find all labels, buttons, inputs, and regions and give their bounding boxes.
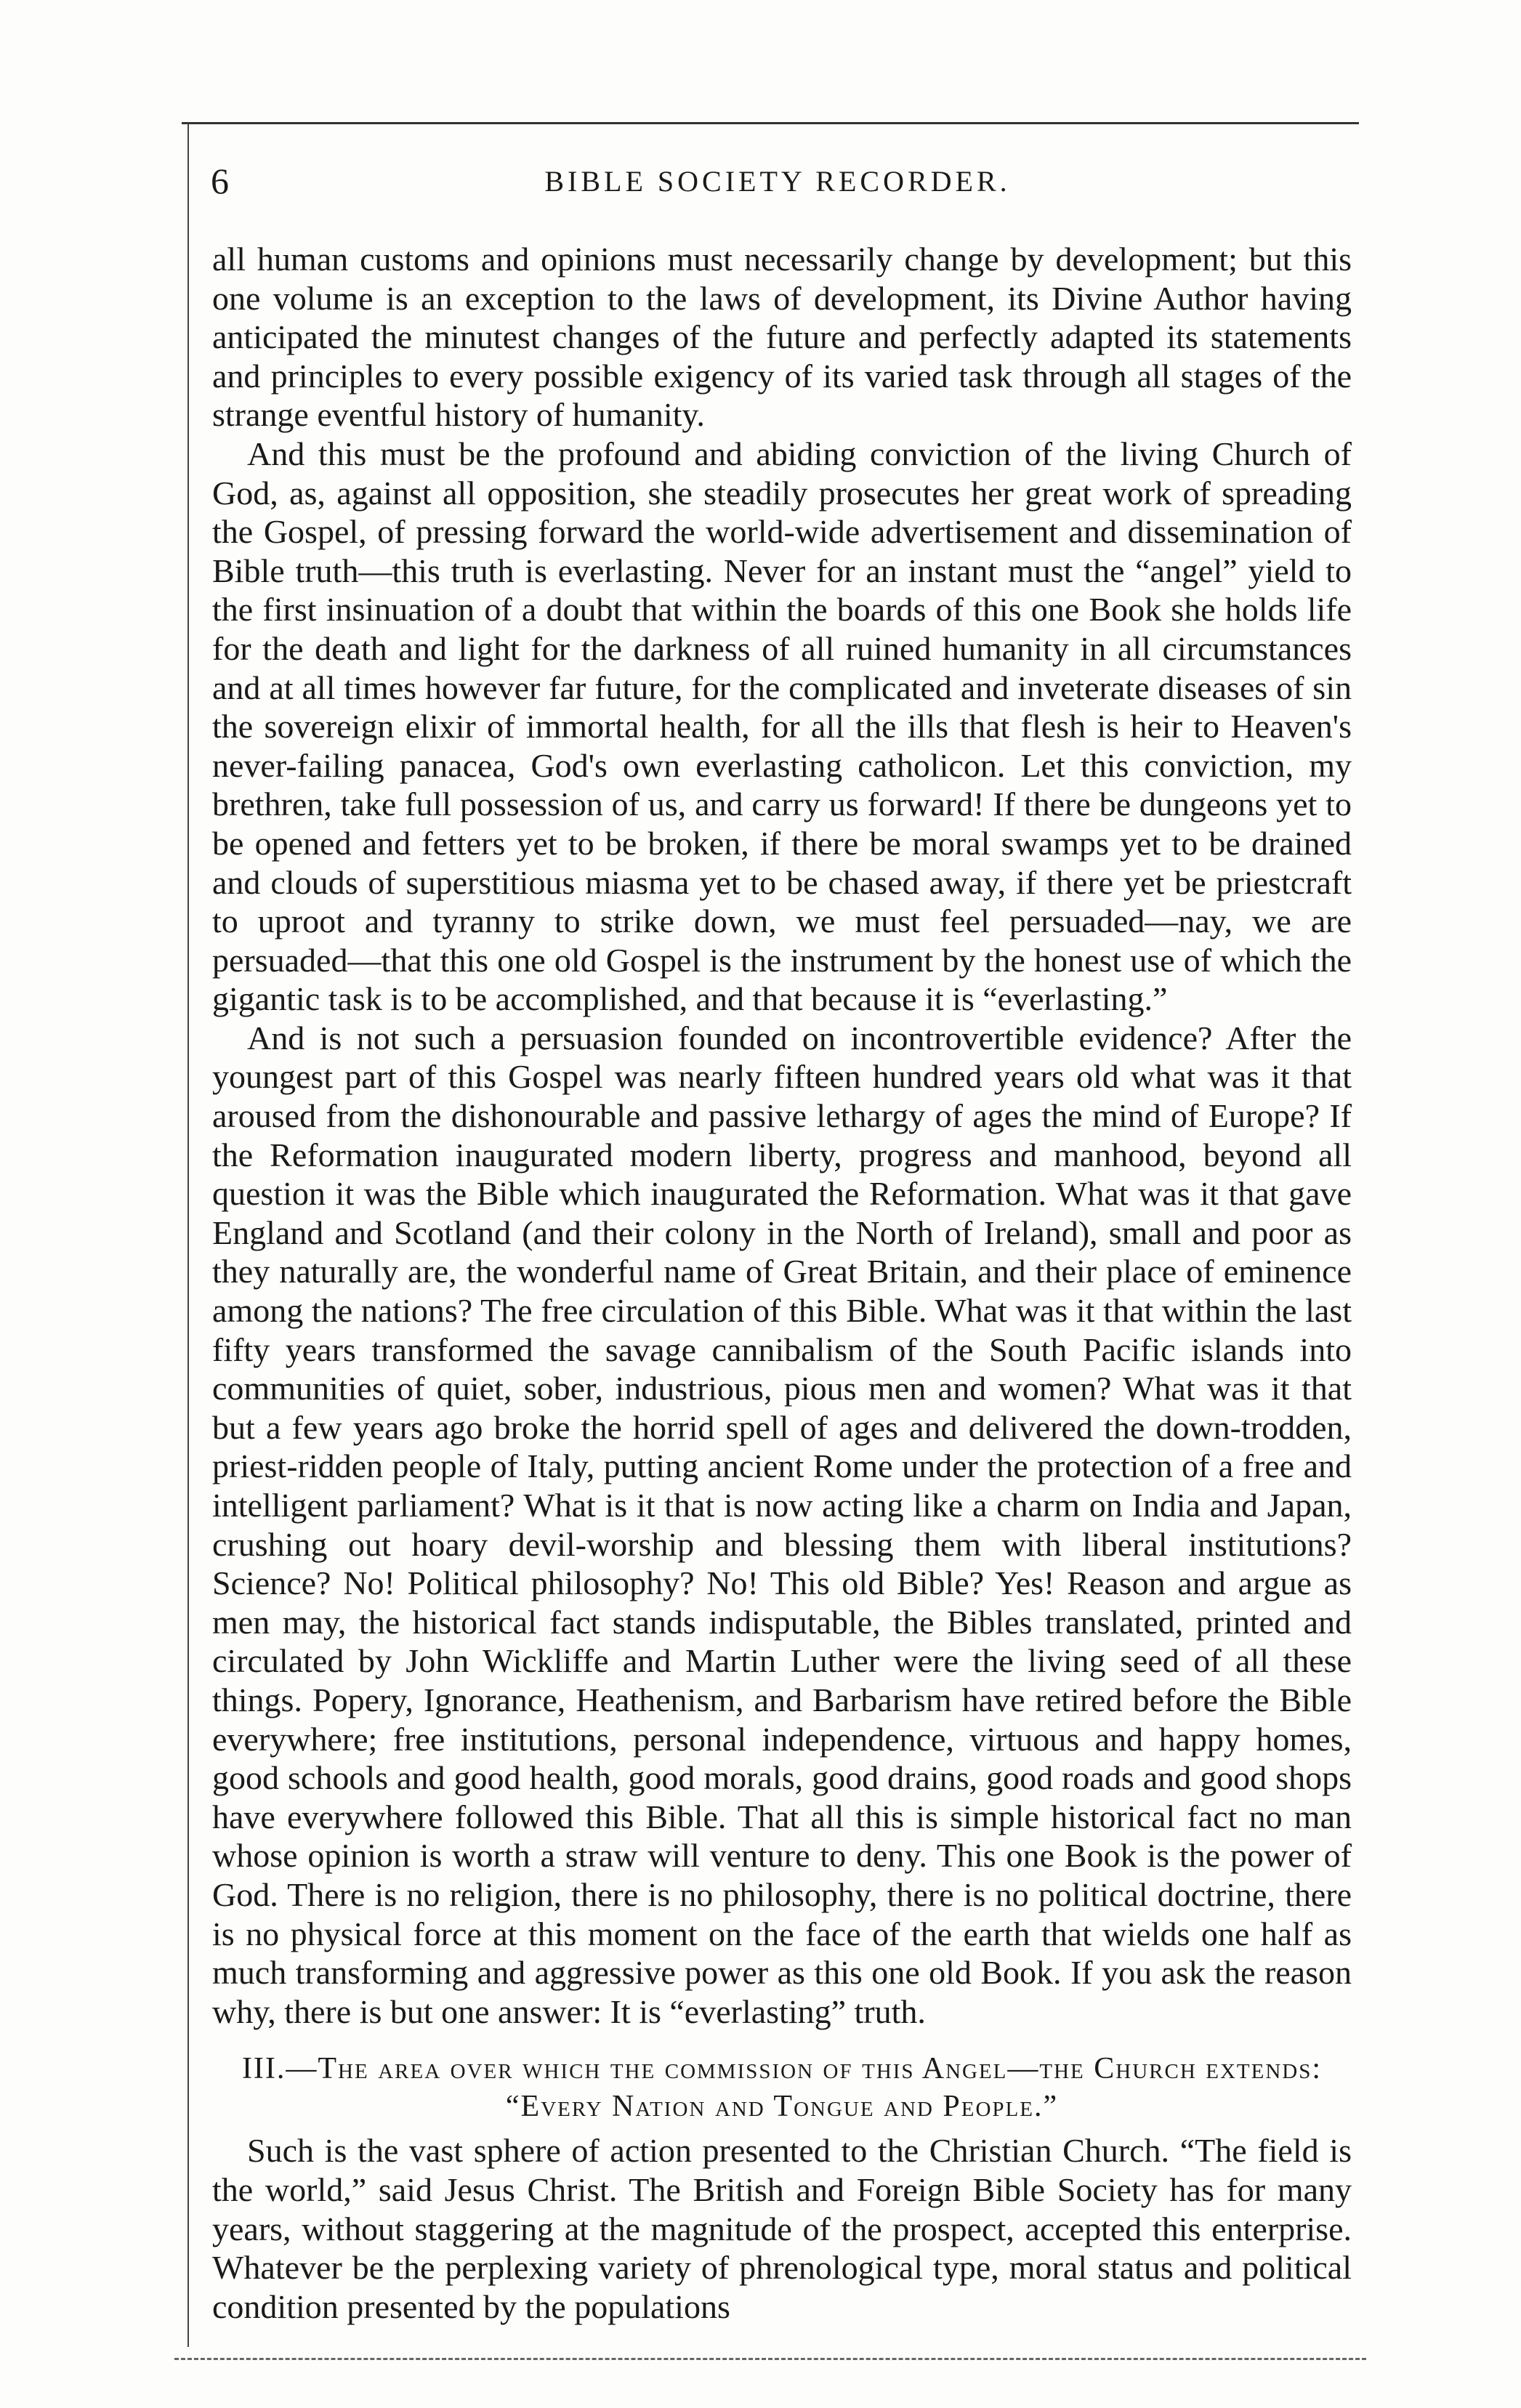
section-heading: III.—The area over which the commission of this Angel—the Church extends: “Every Nation and Tongue and People.” bbox=[241, 2052, 1323, 2124]
left-margin-rule bbox=[187, 124, 189, 2347]
top-rule bbox=[182, 122, 1359, 124]
page-number: 6 bbox=[211, 161, 229, 201]
page-header bbox=[211, 160, 1344, 211]
paragraph-1: all human customs and opinions must necessarily change by development; but this one volume is an exception to the laws of development, its Divine Author having anticipated the minutest changes of the future and perfectly adapted its statements and principles to every possible exigency of its varied task through all stages of the strange eventful history of humanity. bbox=[212, 241, 1352, 434]
paragraph-3: And is not such a persuasion founded on incontrovertible evidence? After the youngest part of this Gospel was nearly fifteen hundred years old what was it that aroused from the dishonourable and passive lethargy of ages the mind of Europe? If the Reformation inaugurated modern liberty, progress and manhood, beyond all question it was the Bible which inaugurated the Reformation. What was it that gave England and Scotland (and their colony in the North of Ireland), small and poor as they naturally are, the wonderful name of Great Britain, and their place of eminence among the nations? The free circulation of this Bible. What was it that within the last fifty years transformed the savage cannibalism of the South Pacific islands into communities of quiet, sober, industrious, pious men and women? What was it that but a few years ago broke the horrid spell of ages and delivered the down-trodden, priest-ridden people of Italy, putting ancient Rome under the protection of a free and intelligent parliament? What is it that is now acting like a charm on India and Japan, crushing out hoary devil-worship and blessing them with liberal institutions? Science? No! Political philosophy? No! This old Bible? Yes! Reason and argue as men may, the historical fact stands indisputable, the Bibles translated, printed and circulated by John Wickliffe and Martin Luther were the living seed of all these things. Popery, Ignorance, Heathenism, and Barbarism have retired before the Bible everywhere; free institutions, personal independence, virtuous and happy homes, good schools and good health, good morals, good drains, good roads and good shops have everywhere followed this Bible. That all this is simple historical fact no man whose opinion is worth a straw will venture to deny. This one Book is the power of God. There is no religion, there is no philosophy, there is no political doctrine, there is no physical force at this moment on the face of the earth that wields one half as much transforming and aggressive power as this one old Book. If you ask the reason why, there is but one answer: It is “everlasting” truth. bbox=[212, 1019, 1352, 2030]
paragraph-4: Such is the vast sphere of action presented to the Christian Church. “The field is the world,” said Jesus Christ. The British and Foreign Bible Society has for many years, without staggering at the magnitude of the prospect, accepted this enterprise. Whatever be the perplexing variety of phrenological type, moral status and political condition presented by the populations bbox=[212, 2132, 1352, 2325]
article-body bbox=[212, 240, 1352, 2326]
paragraph-2: And this must be the profound and abiding conviction of the living Church of God, as, against all opposition, she steadily prosecutes her great work of spreading the Gospel, of pressing forward the world-wide advertisement and dissemination of Bible truth—this truth is everlasting. Never for an instant must the “angel” yield to the first insinuation of a doubt that within the boards of this one Book she holds life for the death and light for the darkness of all ruined humanity in all circumstances and at all times however far future, for the complicated and inveterate diseases of sin the sovereign elixir of immortal health, for all the ills that flesh is heir to Heaven's never-failing panacea, God's own everlasting catholicon. Let this conviction, my brethren, take full possession of us, and carry us forward! If there be dungeons yet to be opened and fetters yet to be broken, if there be moral swamps yet to be drained and clouds of superstitious miasma yet to be chased away, if there yet be priestcraft to uproot and tyranny to strike down, we must feel persuaded—nay, we are persuaded—that this one old Gospel is the instrument by the honest use of which the gigantic task is to be accomplished, and that because it is “everlasting.” bbox=[212, 435, 1352, 1018]
running-title: BIBLE SOCIETY RECORDER. bbox=[544, 165, 1011, 198]
bottom-rule bbox=[174, 2358, 1366, 2360]
